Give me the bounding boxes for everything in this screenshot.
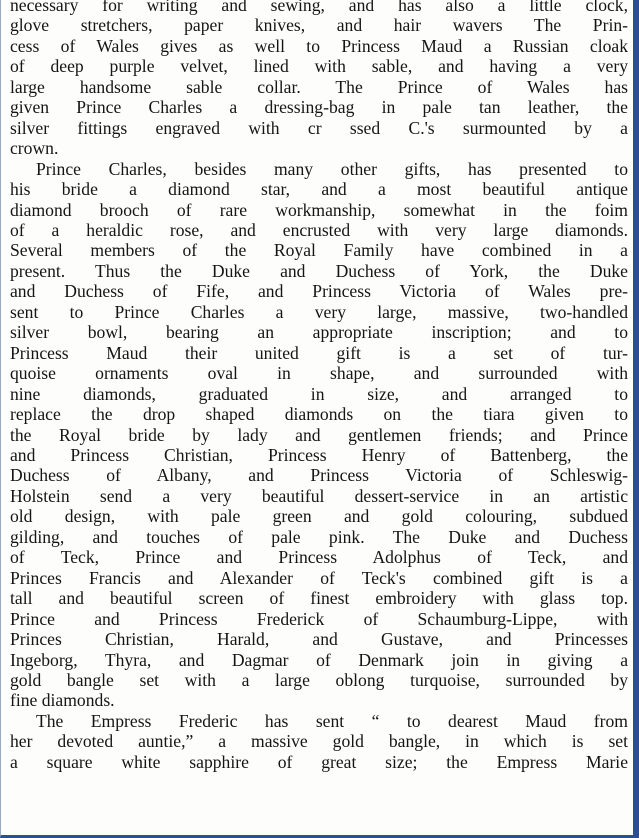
text-line: gilding, and touches of pale pink. The Duke and Duchess <box>10 526 628 547</box>
paragraph-2 <box>10 159 628 711</box>
text-line: glove stretchers, paper knives, and hair wavers The Prin- <box>10 15 628 36</box>
text-line: nine diamonds, graduated in size, and arranged to <box>10 383 628 404</box>
text-line: gold bangle set with a large oblong turquoise, surrounded by <box>10 669 628 690</box>
text-line: Holstein send a very beautiful dessert-service in an artistic <box>10 485 628 506</box>
text-line: fine diamonds. <box>10 690 115 711</box>
text-line: and Duchess of Fife, and Princess Victoria of Wales pre- <box>10 281 628 302</box>
text-line: necessary for writing and sewing, and has also a little clock, <box>10 0 628 15</box>
text-line: the Royal bride by lady and gentlemen friends; and Prince <box>10 424 628 445</box>
text-line: her devoted auntie,” a massive gold bangle, in which is set <box>10 731 628 752</box>
text-line: silver fittings engraved with cr ssed C.'s surmounted by a <box>10 117 628 138</box>
text-line: replace the drop shaped diamonds on the tiara given to <box>10 404 628 425</box>
paragraph-3 <box>10 711 628 772</box>
text-line: Princess Maud their united gift is a set of tur- <box>10 342 628 363</box>
text-line: Prince and Princess Frederick of Schaumburg-Lippe, with <box>10 608 628 629</box>
text-line: present. Thus the Duke and Duchess of York, the Duke <box>10 260 628 281</box>
text-line: given Prince Charles a dressing-bag in pale tan leather, the <box>10 97 628 118</box>
text-line: of deep purple velvet, lined with sable, and having a very <box>10 56 628 77</box>
text-line: Duchess of Albany, and Princess Victoria of Schleswig- <box>10 465 628 486</box>
text-line: large handsome sable collar. The Prince of Wales has <box>10 76 628 97</box>
text-line: Princes Francis and Alexander of Teck's combined gift is a <box>10 567 628 588</box>
text-line: Prince Charles, besides many other gifts, has presented to <box>36 158 628 179</box>
text-line: his bride a diamond star, and a most beautiful antique <box>10 179 628 200</box>
text-line: cess of Wales gives as well to Princess Maud a Russian cloak <box>10 35 628 56</box>
text-line: quoise ornaments oval in shape, and surrounded with <box>10 363 628 384</box>
text-line: crown. <box>10 138 59 159</box>
text-line: Ingeborg, Thyra, and Dagmar of Denmark join in giving a <box>10 649 628 670</box>
text-line: old design, with pale green and gold colouring, subdued <box>10 506 628 527</box>
text-line: Princes Christian, Harald, and Gustave, and Princesses <box>10 629 628 650</box>
article-text <box>10 0 628 772</box>
text-line: tall and beautiful screen of finest embroidery with glass top. <box>10 588 628 609</box>
text-line: of a heraldic rose, and encrusted with very large diamonds. <box>10 219 628 240</box>
text-line: sent to Prince Charles a very large, massive, two-handled <box>10 301 628 322</box>
paragraph-1 <box>10 0 628 159</box>
text-line: of Teck, Prince and Princess Adolphus of Teck, and <box>10 547 628 568</box>
text-line: The Empress Frederic has sent “ to dearest Maud from <box>36 710 628 731</box>
text-line: and Princess Christian, Princess Henry of Battenberg, the <box>10 444 628 465</box>
text-line: silver bowl, bearing an appropriate inscription; and to <box>10 322 628 343</box>
text-line: a square white sapphire of great size; the Empress Marie <box>10 751 628 772</box>
text-line: Several members of the Royal Family have combined in a <box>10 240 628 261</box>
text-line: diamond brooch of rare workmanship, somewhat in the foim <box>10 199 628 220</box>
